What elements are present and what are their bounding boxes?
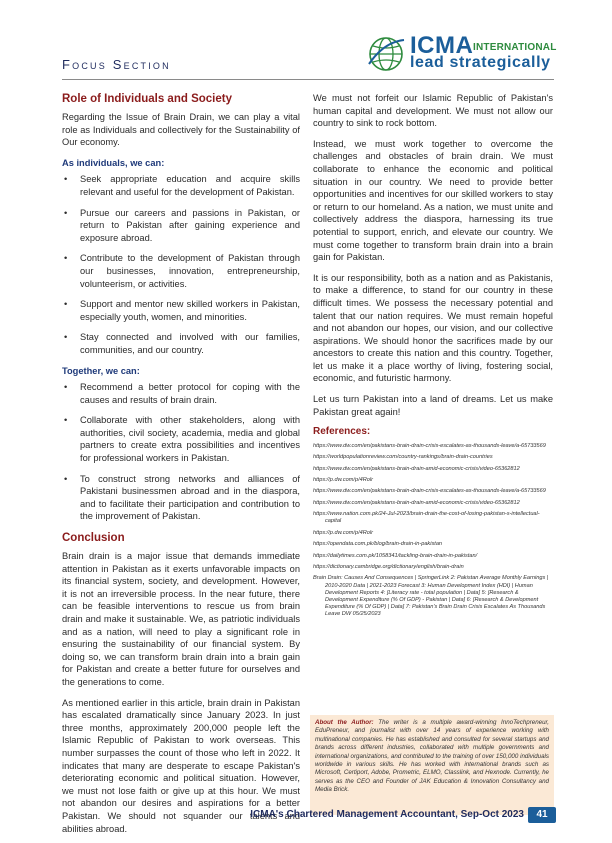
footer-publication: ICMA's Chartered Management Accountant, Sep-Oct 2023	[250, 809, 524, 820]
reference-item[interactable]: https://www.dw.com/en/pakistans-brain-drain-crisis-escalates-as-thousands-leave/a-65733569	[313, 488, 546, 495]
body-paragraph: It is our responsibility, both as a nation and as Pakistanis, to make a difference, to stand for our country in these difficult times. We possess the necessary potential and talent that our nation requires. We must remain hopeful and not abandon our hopes, our vision, and our collective aspirations. We should honor the sacrifices made by our ancestors to create this nation and this country. Together, let us make it a place worthy of living, fostering social, economic, and futuristic harmony.	[313, 272, 553, 384]
together-list	[62, 381, 300, 523]
author-bio: The writer is a multiple award-winning InnoTechpreneur, EduPreneur, and journalist with over 14 years of experience working with multinational companies. He has established and consulted for several startups and brands across different industries, collaborated with multiple governments and international organizations, and contributed to the training of over 150,000 individuals worldwide in various skills. He has worked with international brands such as Microsoft, Certiport, Adobe, Prometric, ELMO, Classlink, and Hexnode. Currently, he serves as the CEO and Founder of JAK Education & Innovation Consultancy and Media Brick.	[315, 719, 549, 794]
reference-item[interactable]: https://worldpopulationreview.com/country-rankings/brain-drain-countries	[313, 454, 493, 461]
reference-item: Brain Drain: Causes And Consequences | SpringerLink 2: Pakistan Average Monthly Earnings | 2010-2020 Data | 2021-2023 Forecast 3: Human Development Index (HDI) | Human Development Reports 4: [Literacy rate - total population | Data] 5: [Research & Development Expenditure (% Of GDP) - Pakistan | Data] 6: [Research & Development Expenditure (% Of GDP) | Data] 7: Pakistan's Brain Drain Crisis Escalates As Thousands Leave DW 05/25/2023	[313, 575, 549, 618]
reference-item[interactable]: https://p.dw.com/p/4Rolr	[313, 477, 374, 484]
page-header	[0, 0, 612, 80]
conclusion-paragraph: As mentioned earlier in this article, brain drain in Pakistan has escalated dramatically since January 2023. In just three months, approximately 200,000 people left the Islamic Republic of Pakistan to work overseas. This number surpasses the count of those who left in 2022. It indicates that many are desperate to escape Pakistan's deteriorating economic and political situation. However, we must not lose faith or give up at this hour. We must not abandon our desires and aspirations for a better Pakistan. We should not squander our talents and abilities abroad.	[62, 697, 300, 834]
page-number-badge: 41	[528, 807, 556, 823]
reference-item[interactable]: https://p.dw.com/p/4Rolr	[313, 529, 374, 536]
logo-international-text: INTERNATIONAL	[473, 42, 557, 53]
reference-item[interactable]: https://dictionary.cambridge.org/dictionary/english/brain-drain	[313, 563, 464, 570]
logo-icma-text: ICMA	[410, 32, 474, 59]
reference-item[interactable]: https://opendata.com.pk/blog/brain-drain-in-pakistan	[313, 541, 443, 548]
reference-item[interactable]: https://www.dw.com/en/pakistans-brain-drain-amid-economic-crisis/video-65362812	[313, 499, 520, 506]
header-divider	[62, 79, 554, 80]
icma-logo	[366, 34, 556, 74]
list-item: • To construct strong networks and alliances of Pakistani businessmen abroad and in the diaspora, and to facilitate their participation and contribution to the improvement of Pakistan.	[62, 473, 300, 523]
list-item: • Pursue our careers and passions in Pakistan, or return to Pakistan after gaining experience and exposure abroad.	[62, 207, 300, 245]
list-item: • Stay connected and involved with our families, communities, and our country.	[62, 331, 300, 356]
role-intro: Regarding the Issue of Brain Drain, we can play a vital role as Individuals and collectively for the Sustainability of Our economy.	[62, 112, 300, 148]
together-title: Together, we can:	[62, 365, 140, 376]
references-list	[313, 443, 553, 619]
individuals-list	[62, 173, 300, 356]
globe-icon	[366, 34, 406, 74]
list-item: • Contribute to the development of Pakistan through our businesses, innovation, entrepreneurship, volunteerism, or activities.	[62, 252, 300, 290]
body-paragraph: Let us turn Pakistan into a land of dreams. Let us make Pakistan great again!	[313, 394, 553, 417]
logo-tagline: lead strategically	[410, 54, 551, 71]
reference-item[interactable]: https://www.dw.com/en/pakistans-brain-drain-amid-economic-crisis/video-65362812	[313, 465, 520, 472]
conclusion-heading: Conclusion	[62, 532, 125, 545]
left-column	[62, 92, 300, 843]
conclusion-paragraph: Brain drain is a major issue that demands immediate attention in Pakistan as it exerts unfavorable impacts on its financial system, society, and development. However, it is not an irreversible process. In the near future, there can be feasible interventions to rescue us from brain drain and make it sustainable. We, as patriotic individuals and as a nation, will need to play a significant role in ensuring the sustainability of our financial system. By doing so, we can transform brain drain into a brain gain for Pakistan and create a better future for ourselves and the generations to come.	[62, 551, 300, 687]
section-label: Focus Section	[62, 57, 171, 72]
role-heading: Role of Individuals and Society	[62, 93, 232, 105]
list-item: • Support and mentor new skilled workers in Pakistan, especially youth, women, and minorities.	[62, 298, 300, 323]
references-heading: References:	[313, 426, 371, 438]
author-label: About the Author:	[315, 719, 374, 726]
body-paragraph: Instead, we must work together to overcome the challenges and obstacles of brain drain. We must collaborate to enhance the economic and political situation in our country. We need to provide better opportunities and incentives for our skilled workers to stay or return to our homeland. As a nation, we must unite and collectively address the diaspora, harnessing its true potential to support, enrich, and elevate our country. We must come together to transform brain drain into a brain gain for Pakistan.	[313, 138, 553, 263]
list-item: • Collaborate with other stakeholders, along with authorities, civil society, academia, media and global partners to create extra possibilities and incentives for professional workers in Pakistan.	[62, 414, 300, 464]
reference-item[interactable]: https://www.nation.com.pk/24-Jul-2023/brain-drain-the-cost-of-losing-pakistan-s-intellectual-capital	[313, 511, 540, 525]
reference-item[interactable]: https://dailytimes.com.pk/1058341/tackling-brain-drain-in-pakistan/	[313, 552, 478, 559]
reference-item[interactable]: https://www.dw.com/en/pakistans-brain-drain-crisis-escalates-as-thousands-leave/a-65733569	[313, 442, 546, 449]
individuals-title: As individuals, we can:	[62, 157, 165, 168]
list-item: • Recommend a better protocol for coping with the causes and results of brain drain.	[62, 381, 300, 406]
page-footer	[250, 808, 556, 824]
body-paragraph: We must not forfeit our Islamic Republic of Pakistan's human capital and development. We must not allow our country to sink to rock bottom.	[313, 93, 553, 129]
right-column	[313, 92, 553, 623]
about-author-box	[310, 715, 554, 815]
list-item: • Seek appropriate education and acquire skills relevant and useful for the development of Pakistan.	[62, 173, 300, 198]
